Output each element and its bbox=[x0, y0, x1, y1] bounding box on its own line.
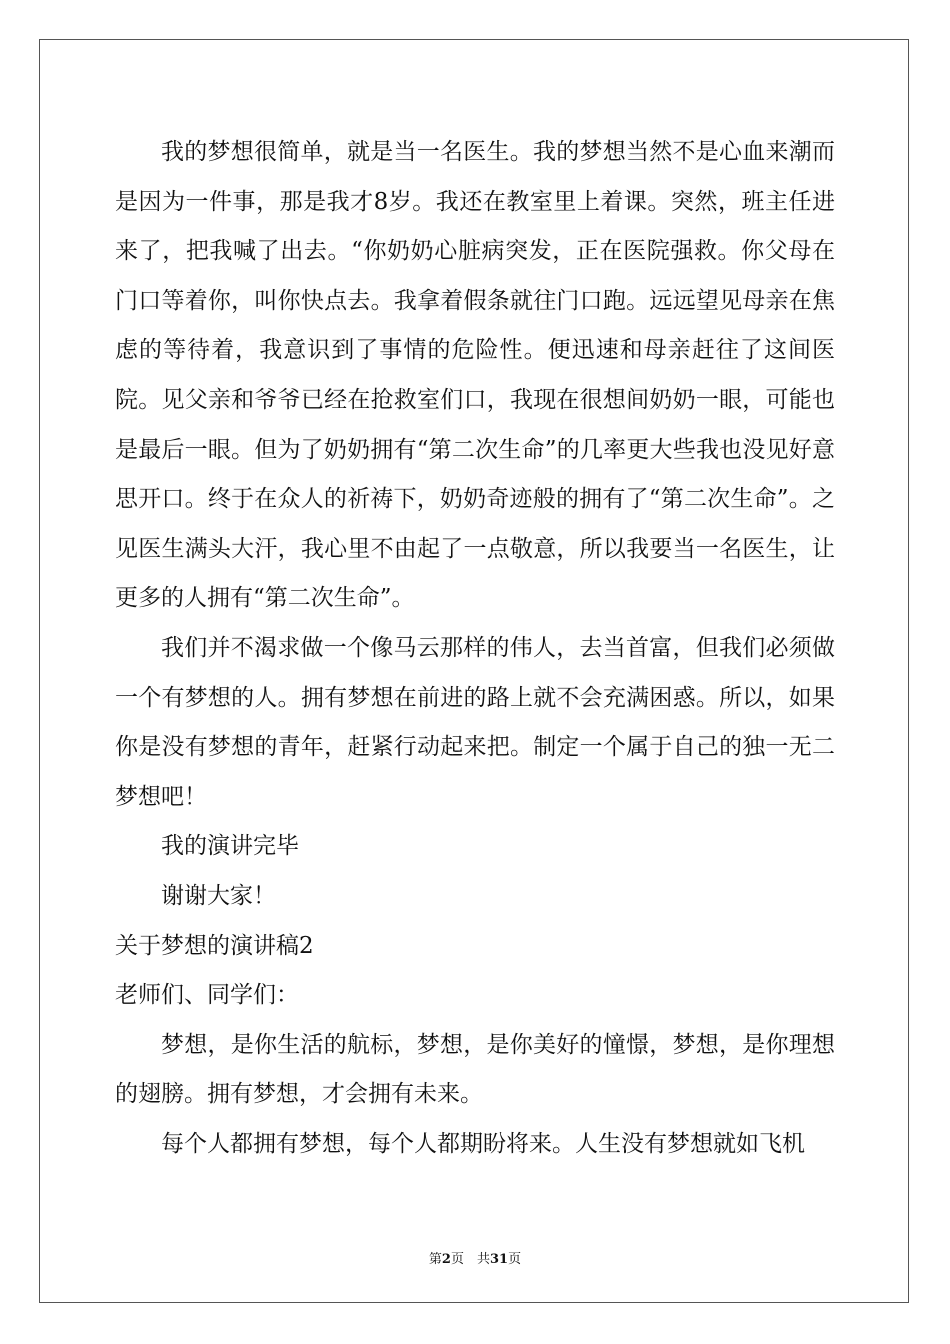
salutation: 老师们、同学们： bbox=[115, 982, 299, 1009]
document-body bbox=[115, 128, 835, 1169]
page-footer bbox=[0, 1248, 950, 1267]
paragraph-dream-doctor: 我的梦想很简单，就是当一名医生。我的梦想当然不是心血来潮而是因为一件事，那是我才8岁。我还在教室里上着课。突然，班主任进来了，把我喊了出去。“你奶奶心脏病突发，正在医院强救。你父母在门口等着你，叫你快点去。我拿着假条就往门口跑。远远望见母亲在焦虑的等待着，我意识到了事情的危险性。便迅速和母亲赶往了这间医院。见父亲和爷爷已经在抢救室们口，我现在很想间奶奶一眼，可能也是最后一眼。但为了奶奶拥有“第二次生命”的几率更大些我也没见好意思开口。终于在众人的祈祷下，奶奶奇迹般的拥有了“第二次生命”。之见医生满头大汗，我心里不由起了一点敬意，所以我要当一名医生，让更多的人拥有“第二次生命”。 bbox=[115, 139, 835, 612]
paragraph-thanks: 谢谢大家！ bbox=[161, 882, 276, 909]
footer-page-number: 2 bbox=[441, 1252, 451, 1267]
footer-mid: 页 共 bbox=[450, 1252, 490, 1267]
footer-suffix: 页 bbox=[508, 1252, 522, 1267]
paragraph-dream-beacon: 梦想，是你生活的航标，梦想，是你美好的憧憬，梦想，是你理想的翅膀。拥有梦想，才会拥有未来。 bbox=[115, 1031, 835, 1108]
paragraph-dream-everyone: 我们并不渴求做一个像马云那样的伟人，去当首富，但我们必须做一个有梦想的人。拥有梦想在前进的路上就不会充满困惑。所以，如果你是没有梦想的青年，赶紧行动起来把。制定一个属于自己的独一无二梦想吧！ bbox=[115, 634, 835, 810]
section-heading: 关于梦想的演讲稿2 bbox=[115, 932, 314, 959]
footer-prefix: 第 bbox=[428, 1252, 442, 1267]
footer-total-pages: 31 bbox=[489, 1252, 509, 1267]
paragraph-dream-future: 每个人都拥有梦想，每个人都期盼将来。人生没有梦想就如飞机 bbox=[161, 1130, 805, 1157]
paragraph-speech-end: 我的演讲完毕 bbox=[161, 833, 299, 860]
